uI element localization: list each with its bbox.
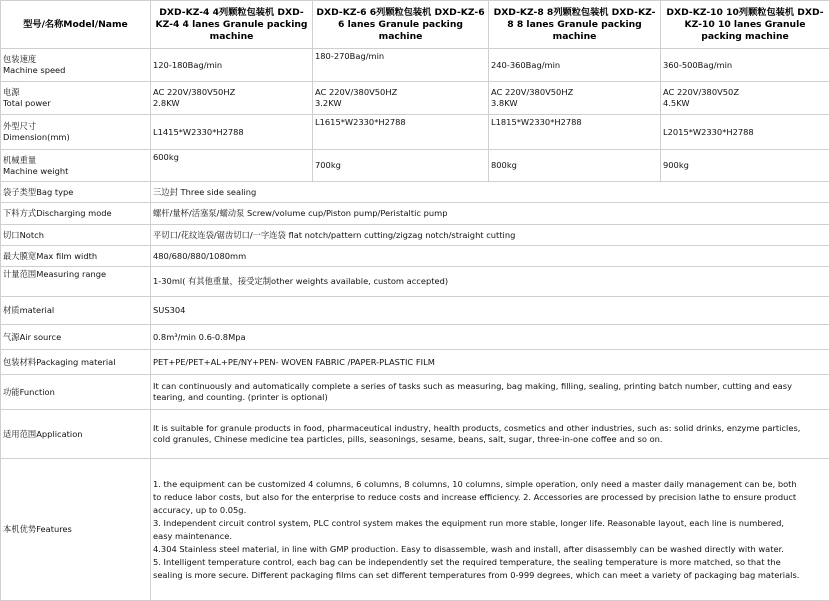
row-features [1, 459, 829, 601]
application-value: It is suitable for granule products in food, pharmaceutical industry, health products, cosmetics and other industries, such as: solid drinks, enzyme particles, cold granules, Chinese medicine tea particles, pills, seasonings, sesame, beans, salt, sugar, three-in-one coffee and so on. [151, 410, 829, 459]
speed-kz4: 120-180Bag/min [151, 49, 313, 82]
model-kz10: DXD-KZ-10 10列颗粒包装机 DXD-KZ-10 10 lanes Granule packing machine [661, 1, 829, 49]
packaging-label: 包装材料Packaging material [1, 350, 151, 375]
dimension-kz4: L1415*W2330*H2788 [151, 115, 313, 150]
speed-label: 包装速度 Machine speed [1, 49, 151, 82]
material-value: SUS304 [151, 297, 829, 325]
power-kz4: AC 220V/380V50HZ 2.8KW [151, 82, 313, 115]
row-film-width [1, 246, 829, 267]
air-value: 0.8m³/min 0.6-0.8Mpa [151, 325, 829, 350]
film-width-value: 480/680/880/1080mm [151, 246, 829, 267]
row-power [1, 82, 829, 115]
film-width-label: 最大膜宽Max film width [1, 246, 151, 267]
speed-kz6: 180-270Bag/min [313, 49, 489, 82]
weight-kz8: 800kg [489, 150, 661, 182]
dimension-kz10: L2015*W2330*H2788 [661, 115, 829, 150]
measuring-value: 1-30ml( 有其他重量，接受定制other weights available, custom accepted) [151, 267, 829, 297]
power-kz10: AC 220V/380V50Z 4.5KW [661, 82, 829, 115]
features-value: 1. the equipment can be customized 4 columns, 6 columns, 8 columns, 10 columns, simple operation, only need a master daily management can be, both to reduce labor costs, but also for the enterprise to reduce costs and increase efficiency. 2. Accessories are processed by precision lathe to ensure product accuracy, up to 0.05g. 3. Independent circuit control system, PLC control system makes the equipment run more stable, longer life. Reasonable layout, each line is numbered, easy maintenance. 4.304 Stainless steel material, in line with GMP production. Easy to disassemble, wash and install, after disassembly can be washed directly with water. 5. Intelligent temperature control, each bag can be independently set the required temperature, the sealing temperature is more matched, so that the sealing is more secure. Different packaging films can set different temperatures from 0-999 degrees, which can meet a variety of packaging bag materials. [151, 459, 829, 601]
row-weight [1, 150, 829, 182]
application-label: 适用范围Application [1, 410, 151, 459]
power-kz6: AC 220V/380V50HZ 3.2KW [313, 82, 489, 115]
air-label: 气源Air source [1, 325, 151, 350]
weight-label: 机械重量 Machine weight [1, 150, 151, 182]
power-kz8: AC 220V/380V50HZ 3.8KW [489, 82, 661, 115]
dimension-kz8: L1815*W2330*H2788 [489, 115, 661, 150]
power-label: 电源 Total power [1, 82, 151, 115]
measuring-label: 计量范围Measuring range [1, 267, 151, 297]
material-label: 材质material [1, 297, 151, 325]
row-measuring [1, 267, 829, 297]
row-application [1, 410, 829, 459]
row-notch [1, 225, 829, 246]
row-function [1, 375, 829, 410]
weight-kz10: 900kg [661, 150, 829, 182]
bag-type-label: 袋子类型Bag type [1, 182, 151, 203]
speed-kz8: 240-360Bag/min [489, 49, 661, 82]
packaging-value: PET+PE/PET+AL+PE/NY+PEN- WOVEN FABRIC /PAPER-PLASTIC FILM [151, 350, 829, 375]
row-air [1, 325, 829, 350]
model-kz6: DXD-KZ-6 6列颗粒包装机 DXD-KZ-6 6 lanes Granule packing machine [313, 1, 489, 49]
speed-kz10: 360-500Bag/min [661, 49, 829, 82]
discharging-value: 螺杆/量杯/活塞泵/蠕动泵 Screw/volume cup/Piston pump/Peristaltic pump [151, 203, 829, 225]
features-label: 本机优势Features [1, 459, 151, 601]
model-kz8: DXD-KZ-8 8列颗粒包装机 DXD-KZ-8 8 lanes Granule packing machine [489, 1, 661, 49]
function-value: It can continuously and automatically complete a series of tasks such as measuring, bag making, filling, sealing, printing batch number, cutting and easy tearing, and counting. (printer is optional) [151, 375, 829, 410]
row-packaging [1, 350, 829, 375]
header-label: 型号/名称Model/Name [1, 1, 151, 49]
row-dimension [1, 115, 829, 150]
row-discharging [1, 203, 829, 225]
discharging-label: 下料方式Discharging mode [1, 203, 151, 225]
weight-kz4: 600kg [151, 150, 313, 182]
dimension-kz6: L1615*W2330*H2788 [313, 115, 489, 150]
weight-kz6: 700kg [313, 150, 489, 182]
notch-value: 平切口/花纹连袋/锯齿切口/一字连袋 flat notch/pattern cutting/zigzag notch/straight cutting [151, 225, 829, 246]
row-bag-type [1, 182, 829, 203]
row-material [1, 297, 829, 325]
row-speed [1, 49, 829, 82]
dimension-label: 外型尺寸 Dimension(mm) [1, 115, 151, 150]
bag-type-value: 三边封 Three side sealing [151, 182, 829, 203]
model-kz4: DXD-KZ-4 4列颗粒包装机 DXD-KZ-4 4 lanes Granule packing machine [151, 1, 313, 49]
function-label: 功能Function [1, 375, 151, 410]
notch-label: 切口Notch [1, 225, 151, 246]
header-row [1, 1, 829, 49]
